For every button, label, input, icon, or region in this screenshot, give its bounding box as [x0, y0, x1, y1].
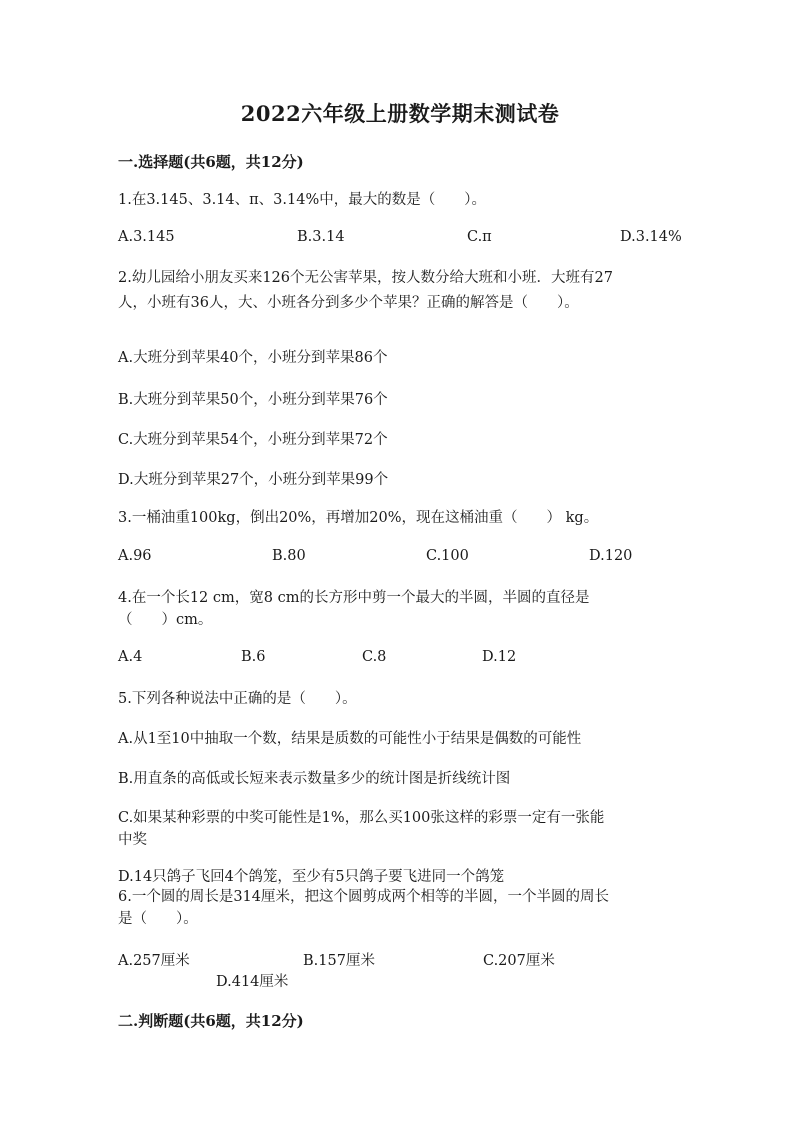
question-5-option-d: D.14只鸽子飞回4个鸽笼，至少有5只鸽子要飞进同一个鸽笼: [118, 869, 505, 885]
question-5-option-c-continued: 中奖: [118, 832, 147, 848]
question-5-option-a: A.从1至10中抽取一个数，结果是质数的可能性小于结果是偶数的可能性: [118, 731, 582, 747]
question-2-text-line-2: 人，小班有36人，大、小班各分到多少个苹果？正确的解答是（ ）。: [118, 295, 579, 311]
question-5-option-c: C.如果某种彩票的中奖可能性是1%，那么买100张这样的彩票一定有一张能: [118, 810, 605, 826]
section-heading-choice: 一.选择题(共6题，共12分): [118, 153, 304, 171]
question-1-text: 1.在3.145、3.14、π、3.14%中，最大的数是（ ）。: [118, 192, 486, 208]
question-3-option-a: A.96: [118, 548, 152, 564]
question-2-option-a: A.大班分到苹果40个，小班分到苹果86个: [118, 350, 388, 366]
question-3-text: 3.一桶油重100kg，倒出20%，再增加20%，现在这桶油重（ ） kg。: [118, 510, 599, 526]
question-5-option-b: B.用直条的高低或长短来表示数量多少的统计图是折线统计图: [118, 771, 511, 787]
question-6-option-b: B.157厘米: [303, 953, 375, 969]
question-4-text-line-1: 4.在一个长12 cm，宽8 cm的长方形中剪一个最大的半圆，半圆的直径是: [118, 590, 590, 606]
question-1-option-c: C.π: [467, 229, 492, 245]
question-4-option-c: C.8: [362, 649, 387, 665]
question-6-text-line-1: 6.一个圆的周长是314厘米，把这个圆剪成两个相等的半圆，一个半圆的周长: [118, 889, 610, 905]
question-4-option-d: D.12: [482, 649, 517, 665]
question-1-option-a: A.3.145: [118, 229, 175, 245]
question-4-text-line-2: （ ）cm。: [118, 612, 213, 628]
question-3-option-c: C.100: [426, 548, 469, 564]
question-6-option-a: A.257厘米: [118, 953, 190, 969]
section-heading-judgment: 二.判断题(共6题，共12分): [118, 1012, 304, 1030]
question-2-option-d: D.大班分到苹果27个，小班分到苹果99个: [118, 472, 389, 488]
question-1-option-b: B.3.14: [297, 229, 345, 245]
question-3-option-b: B.80: [272, 548, 306, 564]
question-2-text-line-1: 2.幼儿园给小朋友买来126个无公害苹果，按人数分给大班和小班．大班有27: [118, 270, 613, 286]
page-title: 2022六年级上册数学期末测试卷: [240, 101, 560, 126]
question-1-option-d: D.3.14%: [620, 229, 682, 245]
question-2-option-c: C.大班分到苹果54个，小班分到苹果72个: [118, 432, 388, 448]
question-6-text-line-2: 是（ ）。: [118, 911, 198, 927]
question-5-text: 5.下列各种说法中正确的是（ ）。: [118, 691, 357, 707]
question-4-option-a: A.4: [118, 649, 143, 665]
question-4-option-b: B.6: [241, 649, 266, 665]
question-3-option-d: D.120: [589, 548, 633, 564]
question-6-option-d: D.414厘米: [216, 974, 289, 990]
question-6-option-c: C.207厘米: [483, 953, 555, 969]
question-2-option-b: B.大班分到苹果50个，小班分到苹果76个: [118, 392, 388, 408]
